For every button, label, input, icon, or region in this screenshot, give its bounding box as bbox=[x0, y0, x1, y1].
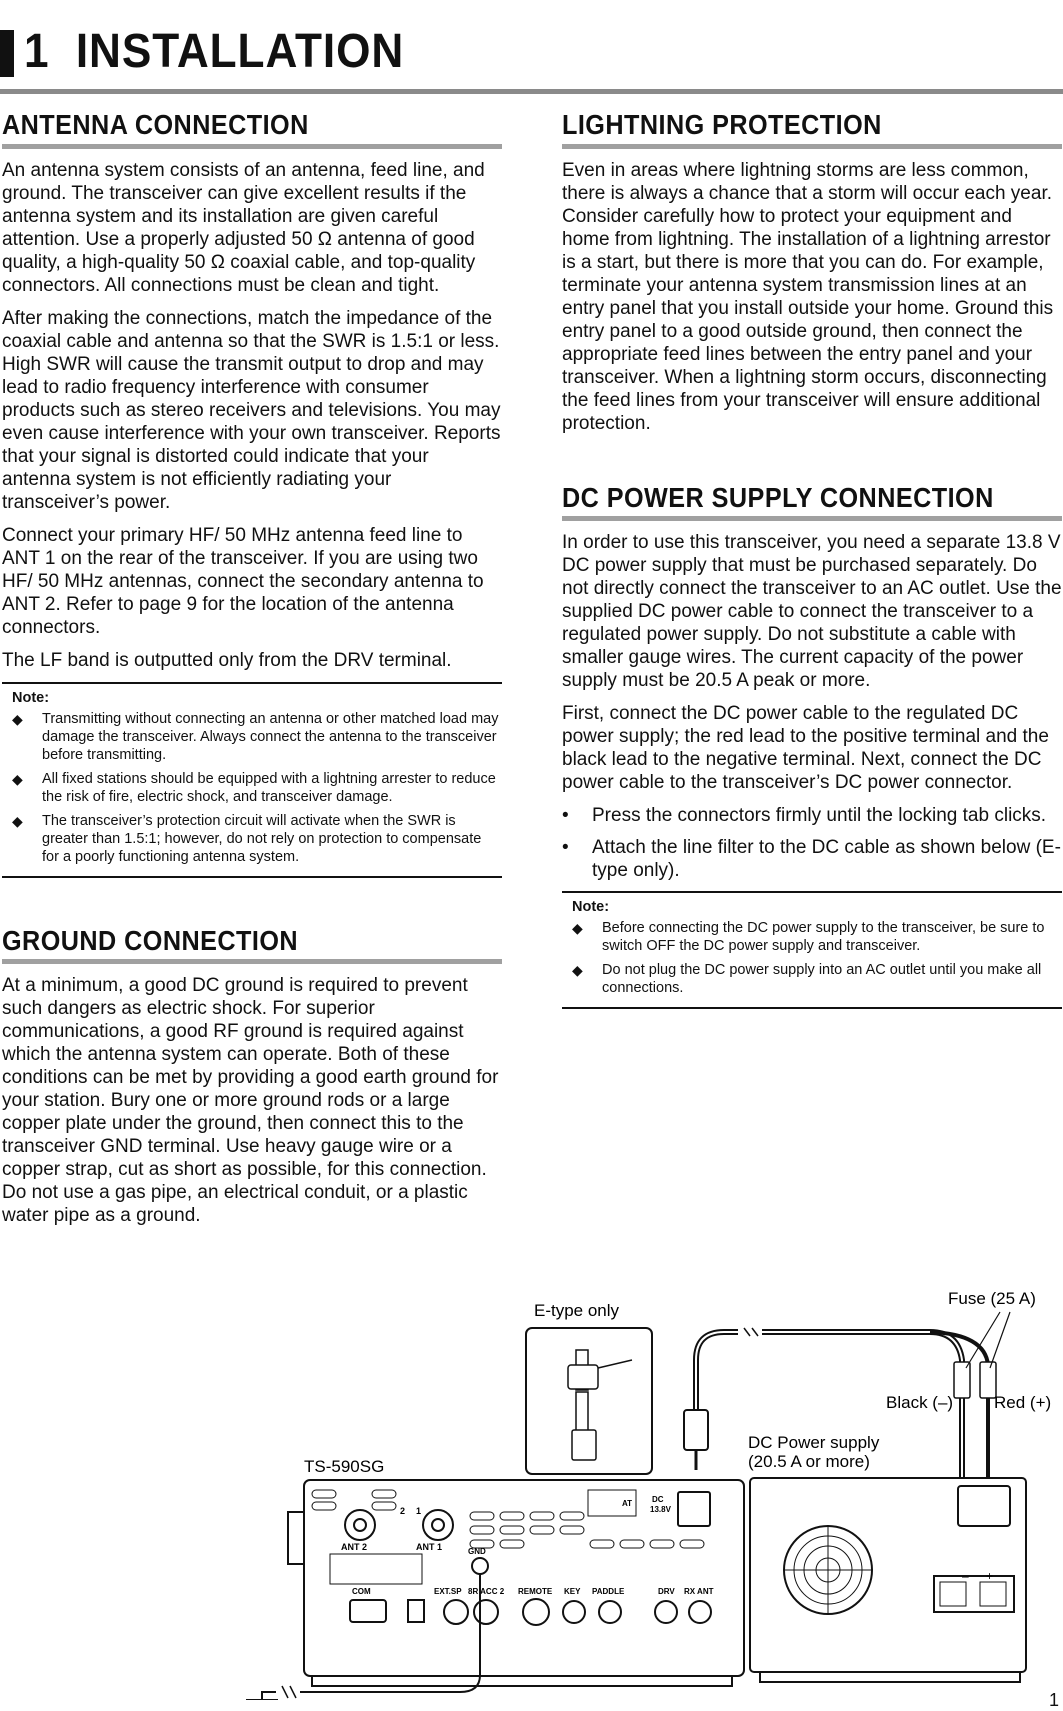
dc-power-heading: DC POWER SUPPLY CONNECTION bbox=[562, 481, 1062, 522]
chapter-rule bbox=[0, 89, 1063, 94]
gnd-label: GND bbox=[468, 1547, 486, 1556]
chapter-bar bbox=[0, 30, 14, 77]
lightning-paragraph: Even in areas where lightning storms are less common, there is always a chance that a storm will occur each year. Consider carefully how to protect your equipment and home from lightning. The installation of a lightning arrestor is a start, but there is more that you can do. For example, terminate your antenna system transmission lines at an entry panel that you install outside your home. Ground this entry panel to a good outside ground, then connect the appropriate feed lines between the entry panel and your transceiver. When a lightning storm occurs, disconnecting the feed lines from your transceiver will ensure additional protection. bbox=[562, 159, 1054, 434]
connection-diagram bbox=[0, 1280, 1063, 1700]
diamond-bullet-icon: ◆ bbox=[12, 770, 23, 787]
ant1-label: ANT 1 bbox=[416, 1542, 443, 1552]
antenna-note bbox=[2, 682, 502, 878]
bullet-item: • Attach the line filter to the DC cable as shown below (E-type only). bbox=[562, 837, 1061, 882]
black-lead-label: Black (–) bbox=[886, 1393, 954, 1412]
note-item: ◆ Transmitting without connecting an antenna or other matched load may damage the transceiver. Always connect the antenna to the transceiver before transmitting. bbox=[12, 710, 499, 763]
ground-paragraph: At a minimum, a good DC ground is required to prevent such dangers as electric shock. For superior communications, a good RF ground is required against which the antenna system can operate. Both of these conditions can be met by providing a good earth ground for your station. Bury one or more ground rods or a large copper plate under the ground, then connect this to the transceiver GND terminal. Use heavy gauge wire or a copper strap, cut as short as possible, for this connection. Do not use a gas pipe, an electrical conduit, or a plastic water pipe as a ground. bbox=[2, 975, 499, 1227]
paddle-label: PADDLE bbox=[592, 1587, 625, 1596]
dc-power-paragraph-1: In order to use this transceiver, you need a separate 13.8 V DC power supply that must be purchased separately. Do not directly connect the transceiver to an AC outlet. Use the supplied DC power cable to connect the transceiver to a regulated power supply. Do not substitute a cable with smaller gauge wires. The current capacity of the power supply must be 20.5 A peak or more. bbox=[562, 532, 1062, 692]
bullet-dot-icon: • bbox=[562, 805, 569, 827]
key-label: KEY bbox=[564, 1587, 581, 1596]
psu-minus: – bbox=[962, 1569, 969, 1583]
dc-label: DC bbox=[652, 1495, 664, 1504]
dc-power-note bbox=[562, 891, 1062, 1009]
at-label: AT bbox=[622, 1499, 633, 1508]
ext-sp-label: EXT.SP bbox=[434, 1587, 462, 1596]
diamond-bullet-icon: ◆ bbox=[12, 710, 23, 727]
psu-plus: + bbox=[986, 1569, 994, 1583]
antenna-paragraph-1: An antenna system consists of an antenna, feed line, and ground. The transceiver can give excellent results if the antenna system and its installation are given careful attention. Use a properly adjusted 50 Ω antenna of good quality, a high-quality 50 Ω coaxial cable, and top-quality connectors. All connections must be clean and tight. bbox=[2, 159, 485, 296]
model-label: TS-590SG bbox=[304, 1457, 385, 1476]
remote-label: REMOTE bbox=[518, 1587, 553, 1596]
note-item: ◆ Before connecting the DC power supply to the transceiver, be sure to switch OFF the DC power supply and transceiver. bbox=[572, 920, 1045, 955]
right-column bbox=[562, 108, 1062, 1019]
note-item: ◆ The transceiver’s protection circuit will activate when the SWR is greater than 1.5:1; however, do not rely on protection to compensate for a poorly functioning antenna system. bbox=[12, 812, 482, 865]
note-label: Note: bbox=[572, 899, 610, 916]
dc-power-bullets bbox=[562, 804, 1062, 882]
acc2-label: 8R ACC 2 bbox=[468, 1587, 505, 1596]
bullet-item: • Press the connectors firmly until the locking tab clicks. bbox=[562, 805, 1047, 827]
transceiver-rear-panel bbox=[288, 1480, 744, 1686]
lightning-heading: LIGHTNING PROTECTION bbox=[562, 108, 1062, 149]
diamond-bullet-icon: ◆ bbox=[12, 812, 23, 829]
etype-label: E-type only bbox=[534, 1301, 620, 1320]
page-number: 1 bbox=[1048, 1690, 1059, 1710]
dc-volts-label: 13.8V bbox=[650, 1505, 671, 1514]
antenna-paragraph-3: Connect your primary HF/ 50 MHz antenna feed line to ANT 1 on the rear of the transceiver. If you are using two HF/ 50 MHz antennas, connect the secondary antenna to ANT 2. Refer to page 9 for the location of the antenna connectors. bbox=[2, 524, 484, 638]
antenna-heading: ANTENNA CONNECTION bbox=[2, 108, 502, 149]
antenna-paragraph-2: After making the connections, match the impedance of the coaxial cable and antenna so that the SWR is 1.5:1 or less. High SWR will cause the transmit output to drop and may lead to radio frequency interference with consumer products such as stereo receivers and televisions. You may even cause interference with your own transceiver. Reports that your signal is distorted could indicate that your antenna system is not efficiently radiating your transceiver’s power. bbox=[2, 307, 501, 513]
bullet-dot-icon: • bbox=[562, 837, 569, 859]
chapter-title: 1 INSTALLATION bbox=[24, 25, 405, 78]
lightning-section bbox=[562, 108, 1062, 435]
dc-cable bbox=[696, 1332, 738, 1410]
dc-plug-icon bbox=[684, 1410, 708, 1450]
ant2-label: ANT 2 bbox=[341, 1542, 368, 1552]
antenna-paragraph-4: The LF band is outputted only from the DRV terminal. bbox=[2, 649, 452, 671]
drv-label: DRV bbox=[658, 1587, 675, 1596]
diamond-bullet-icon: ◆ bbox=[572, 920, 583, 937]
ant-num-1: 1 bbox=[416, 1506, 422, 1516]
ground-heading: GROUND CONNECTION bbox=[2, 924, 502, 965]
ground-section bbox=[2, 924, 502, 1228]
red-lead-label: Red (+) bbox=[994, 1393, 1052, 1412]
dc-power-paragraph-2: First, connect the DC power cable to the regulated DC power supply; the red lead to the positive terminal and the black lead to the negative terminal. Next, connect the DC power cable to the transceiver’s DC power connector. bbox=[562, 703, 1049, 794]
psu-label-2: (20.5 A or more) bbox=[748, 1452, 870, 1471]
fuse-label: Fuse (25 A) bbox=[948, 1289, 1036, 1308]
diamond-bullet-icon: ◆ bbox=[572, 962, 583, 979]
power-supply-icon bbox=[750, 1478, 1026, 1682]
rx-ant-label: RX ANT bbox=[684, 1587, 714, 1596]
note-item: ◆ All fixed stations should be equipped with a lightning arrester to reduce the risk of fire, electric shock, and transceiver damage. bbox=[12, 770, 496, 805]
note-item: ◆ Do not plug the DC power supply into an AC outlet until you make all connections. bbox=[572, 962, 1042, 997]
antenna-section bbox=[2, 108, 502, 878]
psu-label-1: DC Power supply bbox=[748, 1433, 880, 1452]
left-column bbox=[2, 108, 502, 1237]
ant-num-2: 2 bbox=[400, 1506, 406, 1516]
dc-power-section bbox=[562, 481, 1062, 1010]
com-label: COM bbox=[352, 1587, 371, 1596]
note-label: Note: bbox=[12, 689, 50, 706]
line-filter-icon bbox=[568, 1350, 632, 1460]
